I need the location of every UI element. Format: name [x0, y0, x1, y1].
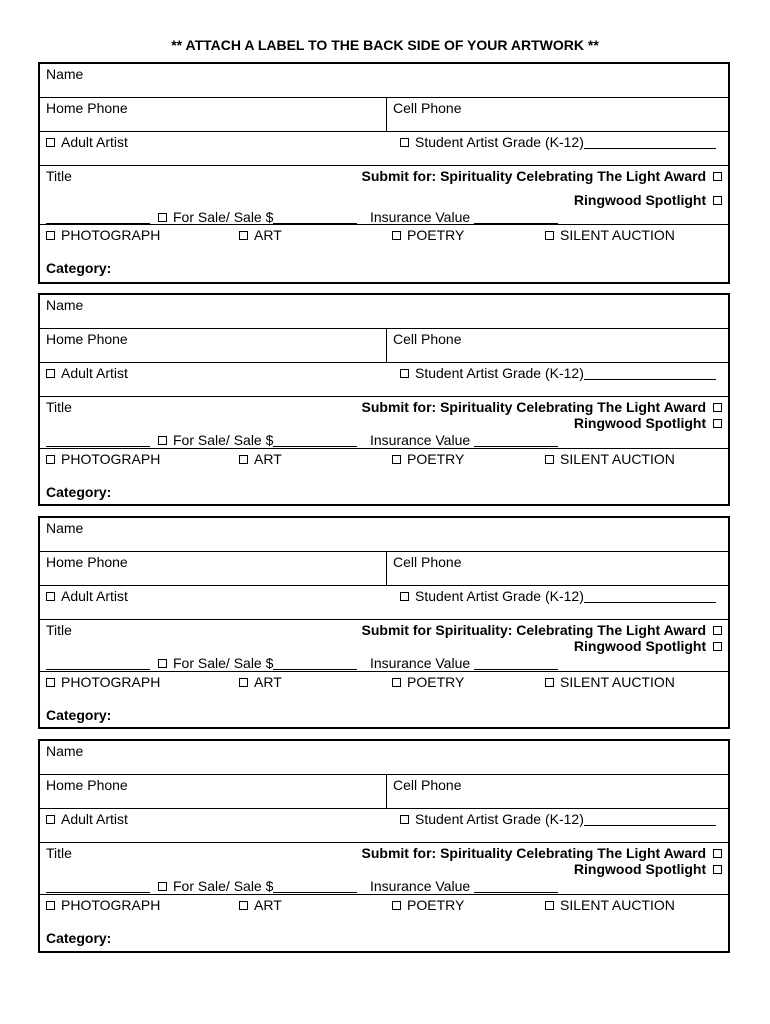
- checkbox-icon[interactable]: [46, 592, 55, 601]
- award-label: Submit for: Spirituality Celebrating The Light Award: [361, 845, 707, 861]
- phone-row: [40, 774, 728, 809]
- silent-auction-label: SILENT AUCTION: [560, 227, 675, 243]
- name-row[interactable]: [40, 518, 728, 551]
- silent-auction-label: SILENT AUCTION: [560, 897, 675, 913]
- for-sale-label: For Sale/ Sale $: [173, 432, 274, 448]
- artist-type-row: [40, 808, 728, 843]
- checkbox-icon[interactable]: [158, 436, 167, 445]
- award-label: Submit for: Spirituality Celebrating The Light Award: [361, 168, 707, 184]
- award-option[interactable]: [362, 622, 722, 638]
- checkbox-icon[interactable]: [158, 213, 167, 222]
- adult-artist-label: Adult Artist: [61, 811, 128, 827]
- student-artist-option[interactable]: [400, 134, 716, 150]
- checkbox-icon[interactable]: [545, 231, 554, 240]
- checkbox-icon[interactable]: [46, 231, 55, 240]
- photograph-label: PHOTOGRAPH: [61, 227, 161, 243]
- insurance-blank[interactable]: [474, 880, 558, 893]
- poetry-label: POETRY: [407, 897, 465, 913]
- checkbox-icon[interactable]: [400, 815, 409, 824]
- home-phone-label[interactable]: Home Phone: [46, 100, 128, 116]
- poetry-option[interactable]: [392, 451, 464, 467]
- photograph-option[interactable]: [46, 451, 160, 467]
- name-label: Name: [46, 297, 84, 313]
- insurance-label: Insurance Value: [370, 209, 471, 225]
- category-row: [40, 224, 728, 283]
- cell-phone-label[interactable]: Cell Phone: [393, 777, 462, 793]
- page-title: ** ATTACH A LABEL TO THE BACK SIDE OF YOUR ARTWORK **: [171, 37, 599, 53]
- student-artist-option[interactable]: [400, 365, 716, 381]
- insurance-blank[interactable]: [474, 434, 558, 447]
- artist-type-row: [40, 585, 728, 620]
- ringwood-label: Ringwood Spotlight: [573, 861, 707, 877]
- photograph-label: PHOTOGRAPH: [61, 897, 161, 913]
- checkbox-icon[interactable]: [713, 642, 722, 651]
- silent-auction-option[interactable]: [545, 897, 675, 913]
- checkbox-icon[interactable]: [158, 882, 167, 891]
- adult-artist-option[interactable]: [46, 365, 128, 381]
- category-row: [40, 671, 728, 728]
- poetry-label: POETRY: [407, 674, 465, 690]
- photograph-option[interactable]: [46, 227, 160, 243]
- student-artist-label: Student Artist Grade (K-12): [415, 588, 584, 604]
- poetry-label: POETRY: [407, 227, 465, 243]
- title-label[interactable]: Title: [46, 168, 72, 184]
- poetry-option[interactable]: [392, 227, 464, 243]
- phone-divider: [386, 98, 387, 132]
- checkbox-icon[interactable]: [545, 901, 554, 910]
- grade-blank[interactable]: [584, 590, 716, 603]
- price-blank[interactable]: [273, 434, 357, 447]
- checkbox-icon[interactable]: [392, 455, 401, 464]
- checkbox-icon[interactable]: [713, 172, 722, 181]
- photograph-option[interactable]: [46, 897, 160, 913]
- ringwood-option[interactable]: [574, 861, 722, 877]
- checkbox-icon[interactable]: [46, 369, 55, 378]
- ringwood-option[interactable]: [574, 415, 722, 431]
- checkbox-icon[interactable]: [46, 678, 55, 687]
- name-row[interactable]: [40, 64, 728, 97]
- insurance-label: Insurance Value: [370, 432, 471, 448]
- student-artist-label: Student Artist Grade (K-12): [415, 134, 584, 150]
- checkbox-icon[interactable]: [713, 403, 722, 412]
- artwork-label-1: [38, 62, 730, 284]
- art-option[interactable]: [239, 451, 282, 467]
- poetry-option[interactable]: [392, 897, 464, 913]
- category-label: Category:: [46, 484, 112, 500]
- checkbox-icon[interactable]: [239, 901, 248, 910]
- poetry-option[interactable]: [392, 674, 464, 690]
- grade-blank[interactable]: [584, 813, 716, 826]
- checkbox-icon[interactable]: [46, 138, 55, 147]
- category-label: Category:: [46, 707, 112, 723]
- checkbox-icon[interactable]: [158, 659, 167, 668]
- checkbox-icon[interactable]: [400, 592, 409, 601]
- checkbox-icon[interactable]: [239, 455, 248, 464]
- insurance-line: [370, 432, 558, 448]
- artist-type-row: [40, 131, 728, 166]
- insurance-line: [370, 655, 558, 671]
- title-row: [40, 165, 728, 223]
- phone-divider: [386, 329, 387, 363]
- checkbox-icon[interactable]: [545, 455, 554, 464]
- checkbox-icon[interactable]: [400, 369, 409, 378]
- poetry-label: POETRY: [407, 451, 465, 467]
- insurance-label: Insurance Value: [370, 655, 471, 671]
- cell-phone-label[interactable]: Cell Phone: [393, 100, 462, 116]
- ringwood-option[interactable]: [574, 638, 722, 654]
- checkbox-icon[interactable]: [713, 196, 722, 205]
- insurance-label: Insurance Value: [370, 878, 471, 894]
- name-label: Name: [46, 743, 84, 759]
- sale-blank[interactable]: [46, 434, 150, 447]
- category-label: Category:: [46, 930, 112, 946]
- art-label: ART: [254, 897, 282, 913]
- insurance-blank[interactable]: [474, 657, 558, 670]
- name-row[interactable]: [40, 741, 728, 774]
- phone-row: [40, 97, 728, 132]
- name-label: Name: [46, 520, 84, 536]
- insurance-line: [370, 878, 558, 894]
- title-label[interactable]: Title: [46, 622, 72, 638]
- checkbox-icon[interactable]: [392, 231, 401, 240]
- adult-artist-label: Adult Artist: [61, 365, 128, 381]
- price-blank[interactable]: [273, 211, 357, 224]
- artwork-label-3: [38, 516, 730, 729]
- silent-auction-option[interactable]: [545, 674, 675, 690]
- phone-row: [40, 328, 728, 363]
- checkbox-icon[interactable]: [46, 901, 55, 910]
- art-label: ART: [254, 674, 282, 690]
- award-label: Submit for Spirituality: Celebrating The Light Award: [361, 622, 707, 638]
- cell-phone-label[interactable]: Cell Phone: [393, 554, 462, 570]
- price-blank[interactable]: [273, 657, 357, 670]
- ringwood-label: Ringwood Spotlight: [573, 192, 707, 208]
- photograph-option[interactable]: [46, 674, 160, 690]
- checkbox-icon[interactable]: [392, 678, 401, 687]
- sale-blank[interactable]: [46, 880, 150, 893]
- silent-auction-label: SILENT AUCTION: [560, 451, 675, 467]
- sale-line: [46, 432, 357, 448]
- name-label: Name: [46, 66, 84, 82]
- sale-line: [46, 878, 357, 894]
- sale-line: [46, 209, 357, 225]
- title-row: [40, 396, 728, 447]
- checkbox-icon[interactable]: [713, 419, 722, 428]
- artwork-label-2: [38, 293, 730, 506]
- grade-blank[interactable]: [584, 367, 716, 380]
- insurance-blank[interactable]: [474, 211, 558, 224]
- title-label[interactable]: Title: [46, 399, 72, 415]
- home-phone-label[interactable]: Home Phone: [46, 554, 128, 570]
- silent-auction-option[interactable]: [545, 451, 675, 467]
- title-row: [40, 619, 728, 670]
- grade-blank[interactable]: [584, 136, 716, 149]
- photograph-label: PHOTOGRAPH: [61, 451, 161, 467]
- phone-row: [40, 551, 728, 586]
- checkbox-icon[interactable]: [400, 138, 409, 147]
- ringwood-label: Ringwood Spotlight: [573, 415, 707, 431]
- adult-artist-label: Adult Artist: [61, 134, 128, 150]
- name-row[interactable]: [40, 295, 728, 328]
- award-option[interactable]: [362, 399, 722, 415]
- artwork-label-4: [38, 739, 730, 953]
- adult-artist-option[interactable]: [46, 811, 128, 827]
- student-artist-label: Student Artist Grade (K-12): [415, 365, 584, 381]
- home-phone-label[interactable]: Home Phone: [46, 777, 128, 793]
- for-sale-label: For Sale/ Sale $: [173, 655, 274, 671]
- silent-auction-option[interactable]: [545, 227, 675, 243]
- checkbox-icon[interactable]: [545, 678, 554, 687]
- award-option[interactable]: [362, 845, 722, 861]
- checkbox-icon[interactable]: [46, 815, 55, 824]
- price-blank[interactable]: [273, 880, 357, 893]
- checkbox-icon[interactable]: [392, 901, 401, 910]
- photograph-label: PHOTOGRAPH: [61, 674, 161, 690]
- category-row: [40, 448, 728, 505]
- art-label: ART: [254, 451, 282, 467]
- adult-artist-option[interactable]: [46, 134, 128, 150]
- ringwood-option[interactable]: [574, 192, 722, 208]
- award-option[interactable]: [362, 168, 722, 184]
- art-option[interactable]: [239, 227, 282, 243]
- art-option[interactable]: [239, 674, 282, 690]
- checkbox-icon[interactable]: [713, 849, 722, 858]
- award-label: Submit for: Spirituality Celebrating The Light Award: [361, 399, 707, 415]
- student-artist-option[interactable]: [400, 588, 716, 604]
- cell-phone-label[interactable]: Cell Phone: [393, 331, 462, 347]
- sale-line: [46, 655, 357, 671]
- student-artist-option[interactable]: [400, 811, 716, 827]
- ringwood-label: Ringwood Spotlight: [573, 638, 707, 654]
- checkbox-icon[interactable]: [713, 865, 722, 874]
- category-row: [40, 894, 728, 952]
- adult-artist-option[interactable]: [46, 588, 128, 604]
- checkbox-icon[interactable]: [46, 455, 55, 464]
- category-label: Category:: [46, 260, 112, 276]
- artist-type-row: [40, 362, 728, 397]
- title-label[interactable]: Title: [46, 845, 72, 861]
- student-artist-label: Student Artist Grade (K-12): [415, 811, 584, 827]
- checkbox-icon[interactable]: [239, 231, 248, 240]
- art-label: ART: [254, 227, 282, 243]
- checkbox-icon[interactable]: [713, 626, 722, 635]
- home-phone-label[interactable]: Home Phone: [46, 331, 128, 347]
- adult-artist-label: Adult Artist: [61, 588, 128, 604]
- checkbox-icon[interactable]: [239, 678, 248, 687]
- insurance-line: [370, 209, 558, 225]
- silent-auction-label: SILENT AUCTION: [560, 674, 675, 690]
- sale-blank[interactable]: [46, 211, 150, 224]
- for-sale-label: For Sale/ Sale $: [173, 209, 274, 225]
- art-option[interactable]: [239, 897, 282, 913]
- phone-divider: [386, 775, 387, 809]
- phone-divider: [386, 552, 387, 586]
- for-sale-label: For Sale/ Sale $: [173, 878, 274, 894]
- title-row: [40, 842, 728, 893]
- sale-blank[interactable]: [46, 657, 150, 670]
